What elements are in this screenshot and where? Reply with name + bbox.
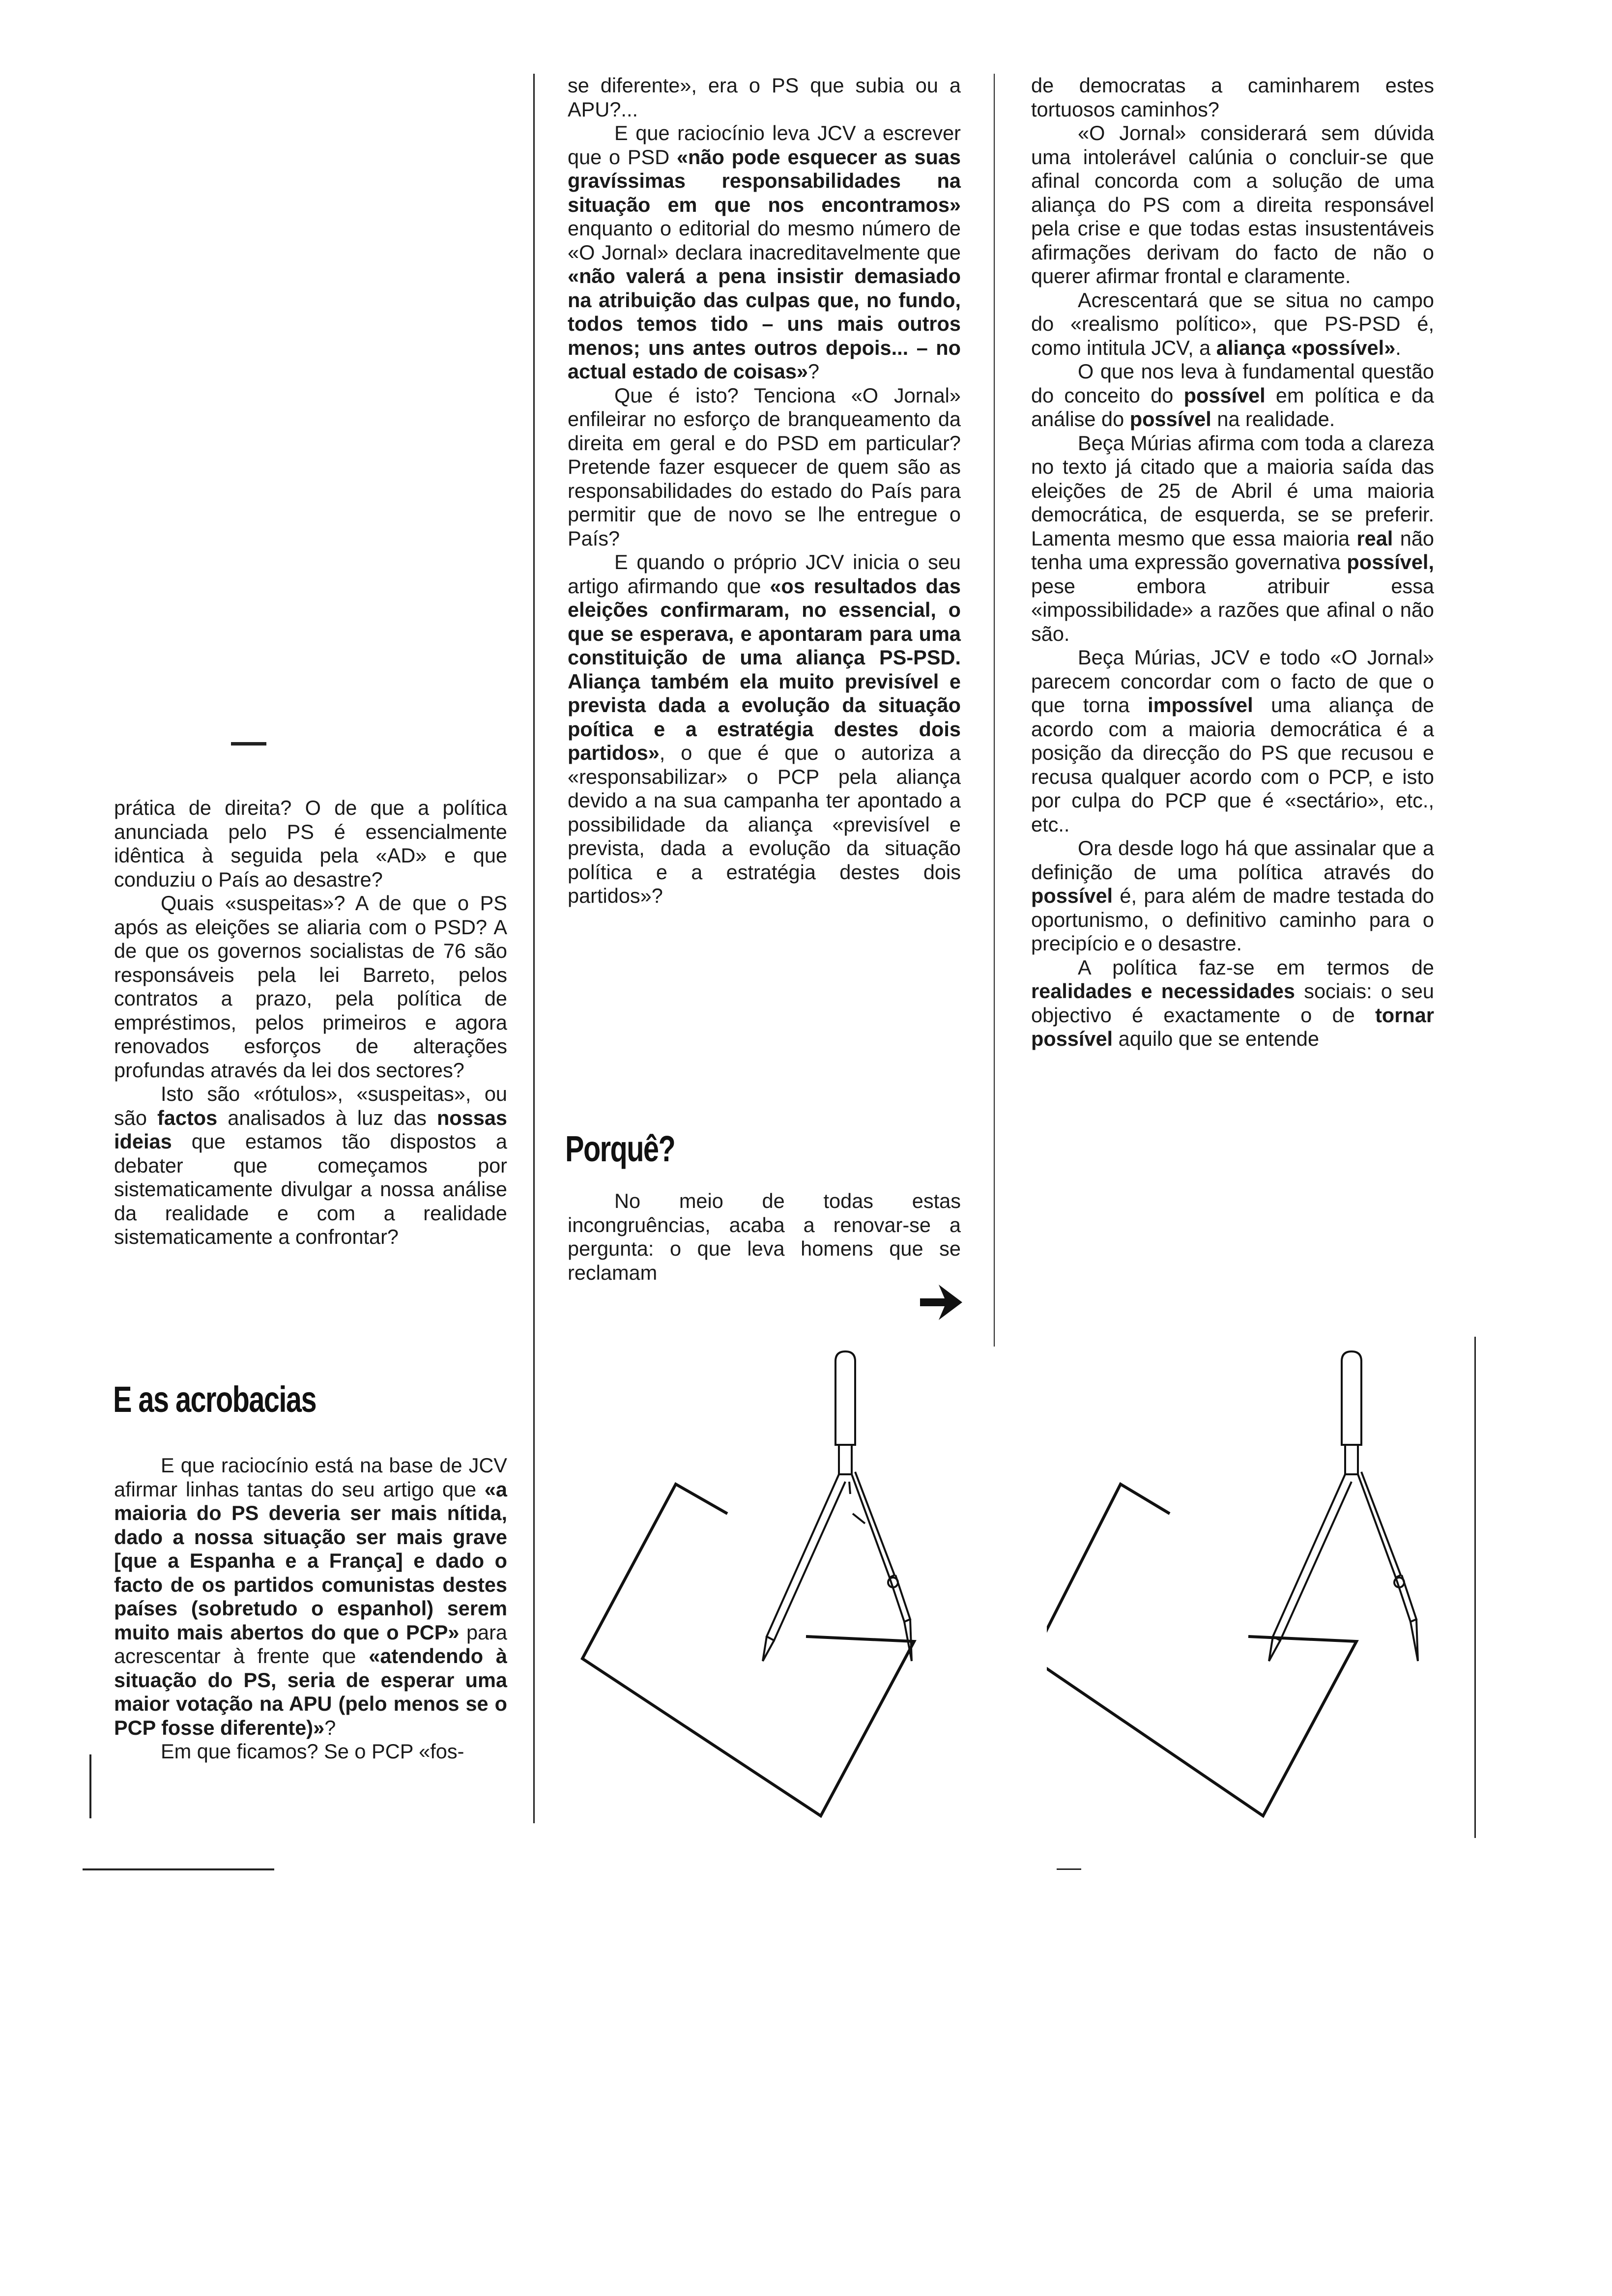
- col1-paragraph-1: prática de direita? O de que a política anunciada pelo PS é essencialmente idêntica à seguida pela «AD» e que conduziu o País ao desastre?: [114, 796, 507, 891]
- col3-paragraph-8: A política faz-se em termos de realidades e necessidades sociais: o seu objectivo é exactamente o de tornar possível aquilo que se entende: [1031, 955, 1434, 1050]
- col3-paragraph-1: de democratas a caminharem estes tortuosos caminhos?: [1031, 74, 1434, 121]
- col3-paragraph-6: Beça Múrias, JCV e todo «O Jornal» parecem concordar com o facto de que o que torna impossível uma aliança de acordo com a maioria democrática é a posição da direcção do PS que recusou e recusa qualquer acordo com o PCP, e isto por culpa do PCP que é «sectário», etc., etc..: [1031, 646, 1434, 836]
- col3-paragraph-3: Acrescentará que se situa no campo do «realismo político», que PS-PSD é, como intitula JCV, a aliança «possível».: [1031, 288, 1434, 359]
- col3-paragraph-2: «O Jornal» considerará sem dúvida uma intolerável calúnia o concluir-se que afinal concorda com a solução de uma aliança do PS com a direita responsável pela crise e que todas estas insustentáveis afirmações derivam do facto de não o querer afirmar frontal e claramente.: [1031, 121, 1434, 287]
- section-heading-acrobacias: E as acrobacias: [113, 1379, 316, 1420]
- col2-paragraph-5: No meio de todas estas incongruências, acaba a renovar-se a pergunta: o que leva homens que se reclamam: [568, 1189, 961, 1284]
- col1-paragraph-4: E que raciocínio está na base de JCV afirmar linhas tantas do seu artigo que «a maioria do PS deveria ser mais nítida, dado a nossa situação ser mais grave [que a Espanha e a França] e dado o facto de os partidos comunistas destes países (sobretudo o espanhol) serem muito mais abertos do que o PCP» para acrescentar à frente que «atendendo à situação do PS, seria de esperar uma maior votação na APU (pelo menos se o PCP fosse diferente)»?: [114, 1454, 508, 1739]
- right-edge-rule: [1474, 1337, 1476, 1838]
- column-divider-2: [994, 74, 995, 1347]
- column-2: [568, 74, 961, 908]
- col3-paragraph-4: O que nos leva à fundamental questão do conceito do possível em política e da análise do possível na realidade.: [1031, 360, 1434, 430]
- column-1: [114, 796, 507, 1249]
- col1-paragraph-2: Quais «suspeitas»? A de que o PS após as eleições se aliaria com o PSD? A de que os governos socialistas de 76 são responsáveis pela lei Barreto, pelos contratos a prazo, pela política de empréstimos, pelos primeiros e agora renovados esforços de alterações profundas através da lei dos sectores?: [114, 891, 507, 1082]
- column-2-continued: [568, 1189, 961, 1285]
- square-compass-illustration-right: [1047, 1347, 1440, 1818]
- col3-paragraph-5: Beça Múrias afirma com toda a clareza no texto já citado que a maioria saída das eleições de 25 de Abril é uma maioria democrática, de esquerda, se se preferir. Lamenta mesmo que essa maioria real não tenha uma expressão governativa possível, pese embora atribuir essa «impossibilidade» a razões que afinal o não são.: [1031, 431, 1434, 645]
- section-heading-porque: Porquê?: [565, 1128, 675, 1169]
- col2-paragraph-2: E que raciocínio leva JCV a escrever que o PSD «não pode esquecer as suas gravíssimas responsabilidades na situação em que nos encontramos» enquanto o editorial do mesmo número de «O Jornal» declara inacreditavelmente que «não valerá a pena insistir demasiado na atribuição das culpas que, no fundo, todos temos tido – uns mais outros menos; uns antes outros depois... – no actual estado de coisas»?: [568, 121, 961, 383]
- col2-paragraph-3: Que é isto? Tenciona «O Jornal» enfileirar no esforço de branqueamento da direita em geral e do PSD em particular? Pretende fazer esquecer de quem são as responsabilidades do estado do País para permitir que de novo se lhe entregue o País?: [568, 383, 961, 550]
- column-1-continued: [114, 1454, 507, 1764]
- col1-paragraph-5: Em que ficamos? Se o PCP «fos-: [161, 1740, 464, 1763]
- column-divider-1: [533, 74, 535, 1823]
- col3-bottom-mark: [1057, 1868, 1081, 1870]
- square-compass-illustration-left: [580, 1347, 973, 1818]
- col3-paragraph-7: Ora desde logo há que assinalar que a definição de uma política através do possível é, para além de madre testada do oportunismo, o definitivo caminho para o precipício e o desastre.: [1031, 836, 1434, 955]
- col1-side-rule: [89, 1754, 91, 1818]
- col2-paragraph-4: E quando o próprio JCV inicia o seu artigo afirmando que «os resultados das eleições confirmaram, no essencial, o que se esperava, e apontaram para uma constituição de uma aliança PS-PSD. Aliança também ela muito previsível e prevista dada a evolução da situação poítica e a estratégia destes dois partidos», o que é que o autoriza a «responsabilizar» o PCP pela aliança devido a na sua campanha ter apontado a possibilidade da aliança «previsível e prevista, dada a evolução da situação política e a estratégia destes dois partidos»?: [568, 550, 961, 907]
- col1-paragraph-3: Isto são «rótulos», «suspeitas», ou são factos analisados à luz das nossas ideias que estamos tão dispostos a debater que começamos por sistematicamente divulgar a nossa análise da realidade e com a realidade sistematicamente a confrontar?: [114, 1082, 507, 1248]
- column-3: [1031, 74, 1434, 1051]
- dash-mark: [231, 742, 266, 746]
- col1-bottom-rule: [83, 1868, 274, 1870]
- arrow-right-icon: [919, 1283, 963, 1322]
- col2-paragraph-1: se diferente», era o PS que subia ou a APU?...: [568, 74, 961, 121]
